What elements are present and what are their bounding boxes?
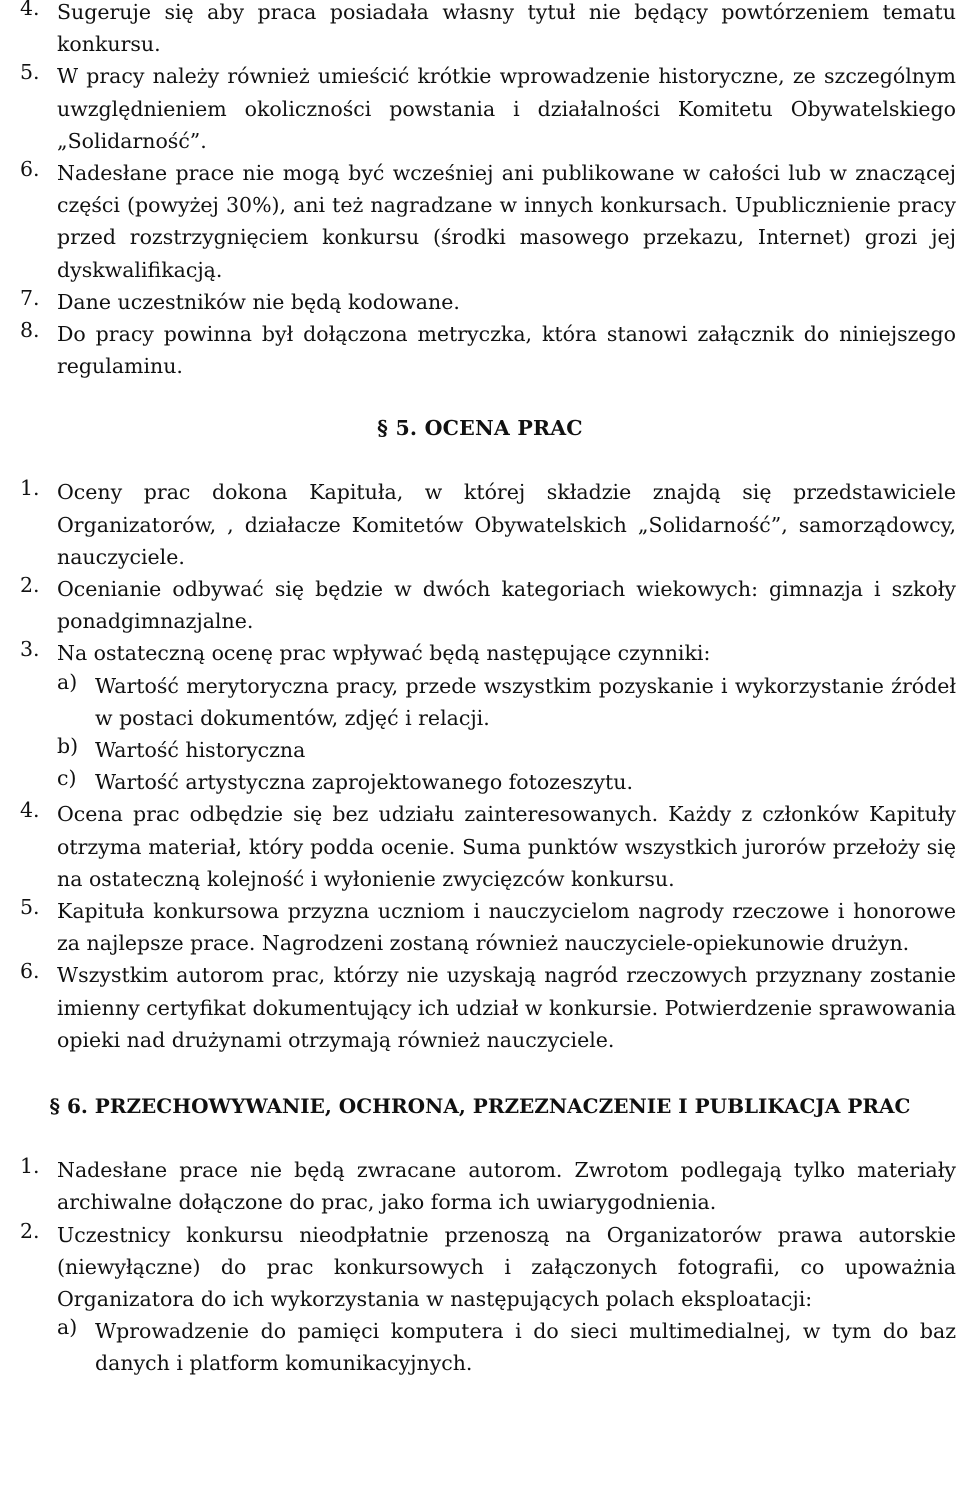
item-text: Ocenianie odbywać się będzie w dwóch kategoriach wiekowych: gimnazja i szkoły ponadgimnazjalne. (57, 577, 956, 634)
section-title: 6. PRZECHOWYWANIE, OCHRONA, PRZEZNACZENIE I PUBLIKACJA PRAC (66, 1094, 911, 1119)
item-text: Uczestnicy konkursu nieodpłatnie przenoszą na Organizatorów prawa autorskie (niewyłączne) do prac konkursowych i załączonych fotografii, co upoważnia Organizatora do ich wykorzystania w następujących polach eksploatacji: (57, 1222, 956, 1311)
item-text: Dane uczestników nie będą kodowane. (57, 289, 460, 314)
sub-list-item (0, 670, 960, 734)
sub-list-item (0, 1315, 960, 1379)
list-item (0, 157, 960, 286)
list-item (0, 318, 960, 382)
sub-list-item (0, 734, 960, 766)
item-number: 4. (20, 798, 40, 823)
item-text: W pracy należy również umieścić krótkie wprowadzenie historyczne, ze szczególnym uwzględnieniem okoliczności powstania i działalności Komitetu Obywatelskiego „Solidarność”. (57, 64, 956, 153)
sub-item-letter: b) (57, 734, 79, 759)
item-text: Ocena prac odbędzie się bez udziału zainteresowanych. Każdy z członków Kapituły otrzyma materiał, który podda ocenie. Suma punktów wszystkich jurorów przełoży się na ostateczną kolejność i wyłonienie zwycięzców konkursu. (57, 802, 956, 891)
list-item (0, 60, 960, 157)
list-item (0, 798, 960, 895)
list-item (0, 1219, 960, 1316)
list-item (0, 1154, 960, 1218)
section-heading-ocena-prac (0, 412, 960, 444)
sub-item-text: Wartość historyczna (95, 738, 306, 763)
item-number: 1. (20, 1154, 40, 1179)
item-number: 6. (20, 157, 40, 182)
item-number: 7. (20, 285, 40, 310)
sub-item-text: Wartość merytoryczna pracy, przede wszystkim pozyskanie i wykorzystanie źródeł w postaci dokumentów, zdjęć i relacji. (95, 673, 956, 730)
section-heading-przechowywanie (0, 1090, 960, 1122)
list-item (0, 476, 960, 573)
item-text: Nadesłane prace nie mogą być wcześniej ani publikowane w całości lub w znaczącej części (powyżej 30%), ani też nagradzane w innych konkursach. Upublicznienie pracy przed rozstrzygnięciem konkursu (środki masowego przekazu, Internet) grozi jej dyskwalifikacją. (57, 161, 956, 282)
item-text: Na ostateczną ocenę prac wpływać będą następujące czynniki: (57, 641, 711, 666)
sub-item-letter: c) (57, 766, 77, 791)
list-item (0, 895, 960, 959)
list-item (0, 573, 960, 637)
sub-item-text: Wartość artystyczna zaprojektowanego fotozeszytu. (95, 770, 633, 795)
list-item (0, 0, 960, 60)
item-text: Oceny prac dokona Kapituła, w której składzie znajdą się przedstawiciele Organizatorów, , działacze Komitetów Obywatelskich „Solidarność”, samorządowcy, nauczyciele. (57, 480, 956, 569)
item-number: 1. (20, 476, 40, 501)
sub-list-item (0, 766, 960, 798)
item-text: Kapituła konkursowa przyzna uczniom i nauczycielom nagrody rzeczowe i honorowe za najlepsze prace. Nagrodzeni zostaną również nauczyciele-opiekunowie drużyn. (57, 899, 956, 956)
sub-item-text: Wprowadzenie do pamięci komputera i do sieci multimedialnej, w tym do baz danych i platform komunikacyjnych. (95, 1319, 956, 1376)
sub-item-letter: a) (57, 1315, 78, 1340)
section-title: 5. OCENA PRAC (395, 416, 583, 441)
item-number: 8. (20, 318, 40, 343)
item-number: 5. (20, 60, 40, 85)
item-number: 6. (20, 959, 40, 984)
item-number: 4. (20, 0, 40, 20)
sub-item-letter: a) (57, 669, 78, 694)
list-item (0, 637, 960, 669)
section-symbol: § (377, 416, 389, 441)
item-number: 5. (20, 895, 40, 920)
item-text: Wszystkim autorom prac, którzy nie uzyskają nagród rzeczowych przyznany zostanie imienny certyfikat dokumentujący ich udział w konkursie. Potwierdzenie sprawowania opieki nad drużynami otrzymają również nauczyciele. (57, 963, 956, 1052)
item-number: 2. (20, 573, 40, 598)
item-text: Nadesłane prace nie będą zwracane autorom. Zwrotom podlegają tylko materiały archiwalne dołączone do prac, jako forma ich uwiarygodnienia. (57, 1158, 956, 1215)
section-symbol: § (49, 1094, 60, 1119)
list-item (0, 286, 960, 318)
list-item (0, 959, 960, 1056)
item-number: 2. (20, 1218, 40, 1243)
item-number: 3. (20, 637, 40, 662)
item-text: Do pracy powinna był dołączona metryczka, która stanowi załącznik do niniejszego regulaminu. (57, 322, 956, 379)
item-text: Sugeruje się aby praca posiadała własny tytuł nie będący powtórzeniem tematu konkursu. (57, 0, 956, 57)
